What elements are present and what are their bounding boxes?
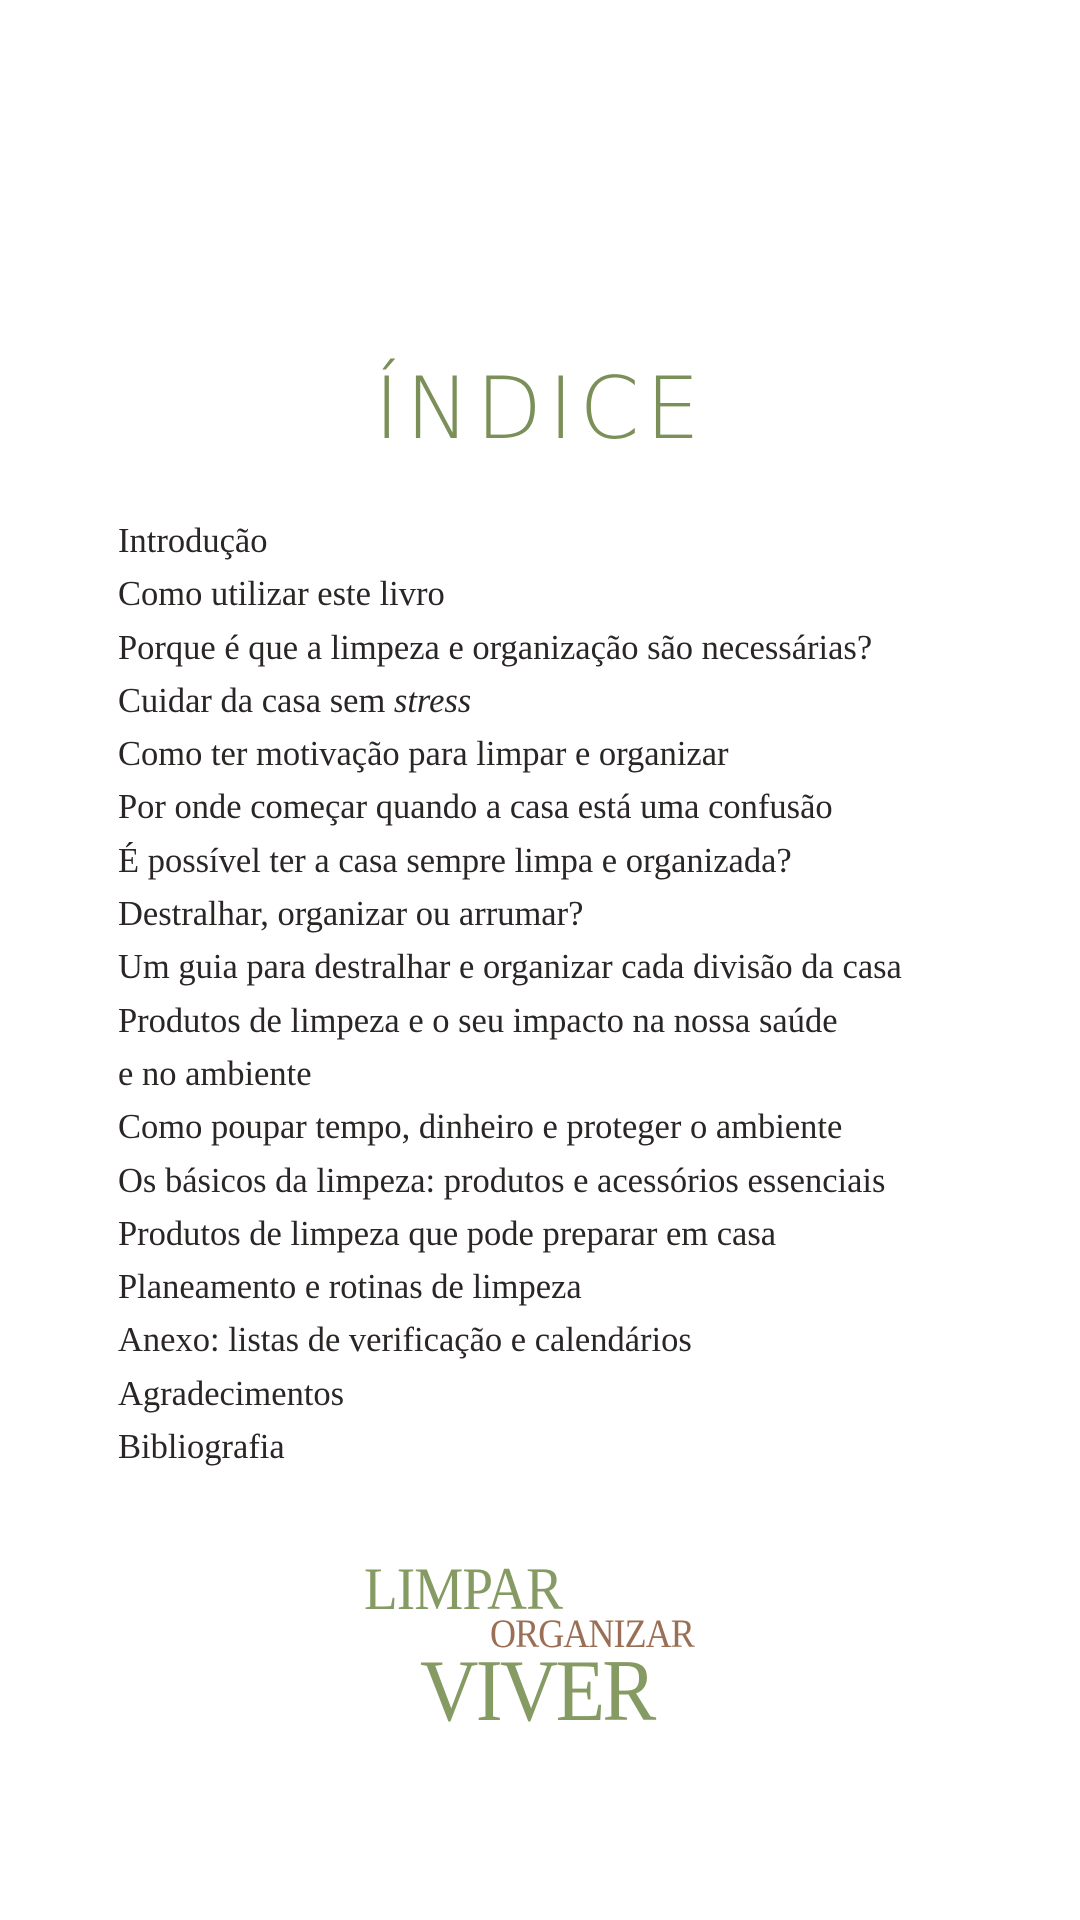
toc-entry: Os básicos da limpeza: produtos e acessórios essenciais [118,1161,886,1200]
toc-entry-italic-text: stress [393,681,472,720]
toc-entry: Produtos de limpeza que pode preparar em casa [118,1214,777,1253]
toc-entry: Por onde começar quando a casa está uma confusão [118,788,833,827]
logo-word-viver: VIVER [420,1643,654,1740]
toc-entry: Destralhar, organizar ou arrumar? [118,895,584,934]
toc-entry-continuation: e no ambiente [118,1054,312,1093]
logo-word-organizar: ORGANIZAR [490,1611,694,1656]
toc-entry: Introdução [118,522,268,560]
page-title: ÍNDICE [374,358,706,459]
toc-entry: É possível ter a casa sempre limpa e organizada? [118,841,792,880]
toc-entry: Um guia para destralhar e organizar cada divisão da casa [118,948,902,987]
toc-entry: Bibliografia [118,1428,285,1467]
toc-entry: Agradecimentos [118,1374,345,1413]
toc-entry-text: Cuidar da casa sem [118,681,394,720]
toc-entry: Produtos de limpeza e o seu impacto na nossa saúde [118,1001,838,1040]
logo-word-limpar: LIMPAR [364,1556,562,1622]
toc-entry: Como utilizar este livro [118,575,445,614]
toc-entry: Como ter motivação para limpar e organizar [118,735,729,774]
toc-entry: Como poupar tempo, dinheiro e proteger o ambiente [118,1108,843,1147]
toc-entry: Porque é que a limpeza e organização são necessárias? [118,628,873,667]
toc-entry: Anexo: listas de verificação e calendários [118,1321,692,1360]
toc-entry: Planeamento e rotinas de limpeza [118,1268,582,1307]
toc-entry [118,675,1018,728]
table-of-contents [118,515,1018,1474]
